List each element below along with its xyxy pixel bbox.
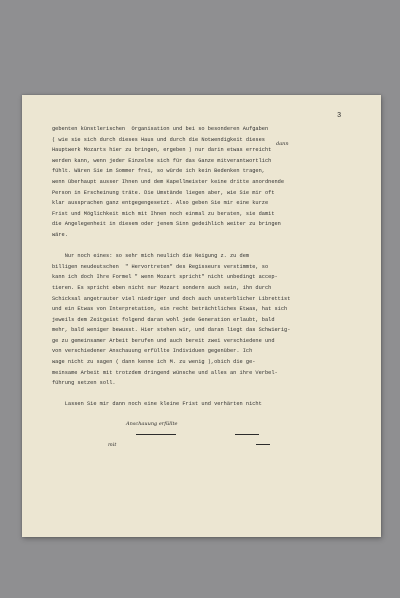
text-line: wäre. bbox=[52, 231, 68, 238]
text-line: ( wie sie sich durch dieses Haus und durch die Notwendigkeit dieses bbox=[52, 136, 265, 143]
handwritten-insertion-anschauung: Anschauung erfüllte bbox=[126, 421, 178, 427]
text-line: Schicksal angetrauter viel niedriger und doch auch unsterblicher Librettist bbox=[52, 295, 291, 302]
typed-text-body bbox=[52, 124, 358, 410]
text-line: jeweils dem Zeitgeist folgend daran wohl jede Generation erlaubt, bald bbox=[52, 316, 275, 323]
strikethrough-mark bbox=[256, 444, 270, 445]
text-line: die Angelegenheit in diesem oder jenem Sinn gedeihlich weiter zu bringen bbox=[52, 221, 281, 228]
text-line: kann ich doch Ihre Formel " wenn Mozart spricht" nicht unbedingt accep- bbox=[52, 274, 278, 281]
text-line: und ein Etwas von Interpretation, ein recht beträchtliches Etwas, hat sich bbox=[52, 306, 288, 313]
text-line: Hauptwerk Mozarts hier zu bringen, ergeben ) nur darin etwas erreicht bbox=[52, 147, 272, 154]
text-line: ge zu gemeinsamer Arbeit berufen und auch bereit zwei verschiedene und bbox=[52, 337, 275, 344]
text-line: werden kann, wenn jeder Einzelne sich für das Ganze mitverantwortlich bbox=[52, 157, 272, 164]
paragraph-gap bbox=[52, 241, 358, 252]
text-line: Nur noch eines: so sehr mich neulich die Neigung z. zu dem bbox=[52, 253, 250, 260]
strikethrough-mark bbox=[136, 434, 176, 435]
text-line: von verschiedener Anschauung erfüllte Individuen gegenüber. Ich bbox=[52, 348, 253, 355]
strikethrough-mark bbox=[235, 434, 259, 435]
text-line: wenn überhaupt ausser Ihnen und dem Kapellmeister keine dritte anordnende bbox=[52, 178, 285, 185]
text-line: klar aussprachen ganz entgegengesetzt. Also geben Sie mir eine kurze bbox=[52, 200, 269, 207]
text-line: wage nicht zu sagen ( dann kenne ich M. zu wenig ),obich die ge- bbox=[52, 359, 256, 366]
text-line: meinsame Arbeit mit trotzdem dringend wünsche und alles an ihre Verbel- bbox=[52, 369, 278, 376]
handwritten-insertion-dann: dann bbox=[276, 141, 289, 147]
text-line: Frist und Möglichkeit mich mit Ihnen noch einmal zu beraten, sie damit bbox=[52, 210, 275, 217]
page-number: 3 bbox=[337, 112, 342, 120]
text-line: Lassen Sie mir dann noch eine kleine Frist und verhärten nicht bbox=[52, 401, 262, 408]
text-line: billigen neudeutschen " Hervortreten" des Regisseurs verstimmte, so bbox=[52, 263, 269, 270]
text-line: Person in Erscheinung träte. Die Umstände liegen aber, wie Sie mir oft bbox=[52, 189, 275, 196]
text-line: führung setzen soll. bbox=[52, 380, 116, 387]
paragraph-gap bbox=[52, 389, 358, 400]
handwritten-insertion-mit: mit bbox=[108, 442, 117, 448]
text-line: fühlt. Wären Sie im Sommer frei, so würde ich kein Bedenken tragen, bbox=[52, 168, 265, 175]
text-line: gebenten künstlerischen Organisation und bei so besonderen Aufgaben bbox=[52, 126, 269, 132]
text-line: mehr, bald weniger bewusst. Hier stehen wir, und daran liegt das Schwierig- bbox=[52, 327, 291, 334]
text-line: tieren. Es spricht eben nicht nur Mozart sondern auch sein, ihn durch bbox=[52, 284, 272, 291]
